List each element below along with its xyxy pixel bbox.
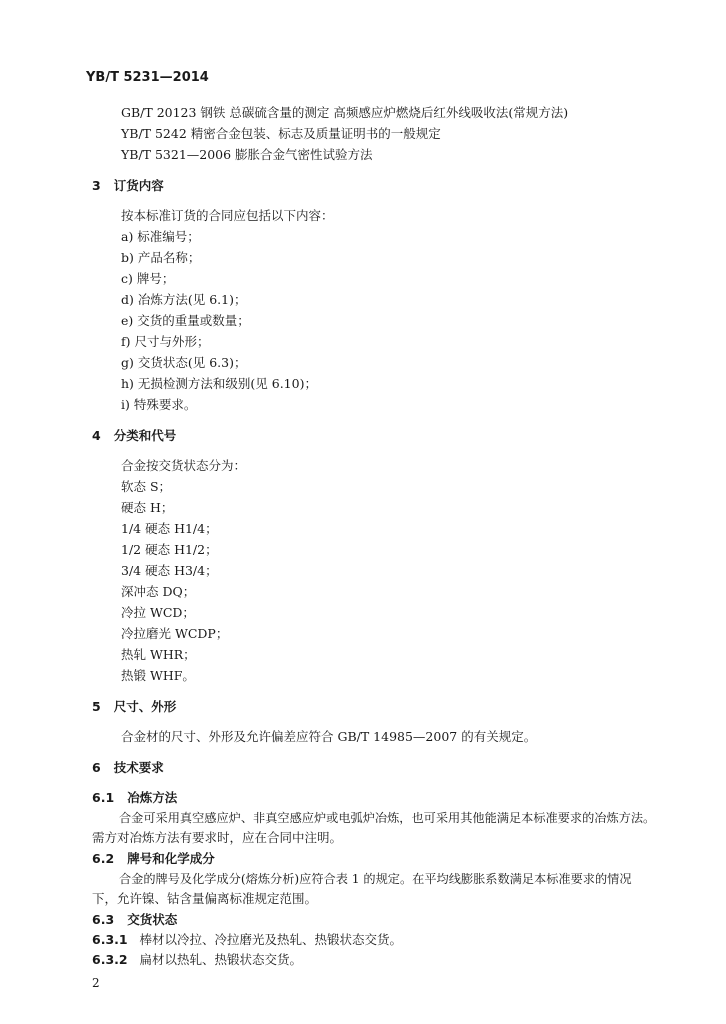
section-6-heading — [92, 760, 164, 776]
clause-text: 棒材以冷拉、冷拉磨光及热轧、热锻状态交货。 — [139, 932, 403, 947]
list-item: 冷拉 WCD； — [121, 605, 195, 620]
reference-item: YB/T 5321—2006 膨胀合金气密性试验方法 — [121, 147, 373, 162]
section-number: 3 — [92, 178, 101, 193]
reference-item: GB/T 20123 钢铁 总碳硫含量的测定 高频感应炉燃烧后红外线吸收法(常规方法) — [121, 105, 569, 120]
list-item: b) 产品名称； — [121, 250, 201, 265]
paragraph-line: 合金可采用真空感应炉、非真空感应炉或电弧炉冶炼，也可采用其他能满足本标准要求的冶炼方法。 — [119, 811, 656, 825]
paragraph-line: 合金的牌号及化学成分(熔炼分析)应符合表 1 的规定。在平均线膨胀系数满足本标准要求的情况 — [119, 872, 632, 886]
subsection-6-1-heading — [92, 790, 177, 806]
section-3-heading — [92, 178, 164, 194]
clause-6-3-1 — [92, 932, 402, 948]
list-item: d) 冶炼方法(见 6.1)； — [121, 292, 247, 307]
list-item: 热锻 WHF。 — [121, 668, 195, 683]
section-number: 6 — [92, 760, 101, 775]
section-5-text: 合金材的尺寸、外形及允许偏差应符合 GB/T 14985—2007 的有关规定。 — [121, 729, 537, 744]
section-3-intro: 按本标准订货的合同应包括以下内容： — [121, 208, 334, 223]
list-item: 深冲态 DQ； — [121, 584, 196, 599]
clause-number: 6.3.1 — [92, 932, 128, 947]
page-number: 2 — [92, 976, 100, 990]
subsection-6-2-heading — [92, 851, 215, 867]
section-number: 4 — [92, 428, 101, 443]
list-item: 硬态 H； — [121, 500, 174, 515]
section-4-heading — [92, 428, 176, 444]
list-item: g) 交货状态(见 6.3)； — [121, 355, 247, 370]
list-item: 软态 S； — [121, 479, 172, 494]
subsection-title: 交货状态 — [127, 912, 178, 927]
standard-code-header: YB/T 5231—2014 — [86, 70, 209, 85]
paragraph-line: 需方对冶炼方法有要求时，应在合同中注明。 — [92, 830, 343, 845]
list-item: 1/2 硬态 H1/2； — [121, 542, 218, 557]
subsection-number: 6.3 — [92, 912, 115, 927]
section-4-intro: 合金按交货状态分为： — [121, 458, 247, 473]
paragraph-line: 下，允许镍、钴含量偏离标准规定范围。 — [92, 891, 318, 906]
list-item: i) 特殊要求。 — [121, 397, 197, 412]
subsection-number: 6.1 — [92, 790, 115, 805]
subsection-6-3-heading — [92, 912, 177, 928]
clause-number: 6.3.2 — [92, 952, 128, 967]
section-title: 分类和代号 — [113, 428, 177, 443]
section-5-heading — [92, 699, 176, 715]
list-item: f) 尺寸与外形； — [121, 334, 210, 349]
section-title: 订货内容 — [113, 178, 164, 193]
list-item: 冷拉磨光 WCDP； — [121, 626, 229, 641]
section-number: 5 — [92, 699, 101, 714]
subsection-number: 6.2 — [92, 851, 115, 866]
list-item: h) 无损检测方法和级别(见 6.10)； — [121, 376, 317, 391]
list-item: a) 标准编号； — [121, 229, 200, 244]
list-item: 热轧 WHR； — [121, 647, 196, 662]
section-title: 技术要求 — [113, 760, 164, 775]
clause-6-3-2 — [92, 952, 302, 968]
list-item: 3/4 硬态 H3/4； — [121, 563, 218, 578]
list-item: 1/4 硬态 H1/4； — [121, 521, 218, 536]
list-item: e) 交货的重量或数量； — [121, 313, 250, 328]
reference-item: YB/T 5242 精密合金包装、标志及质量证明书的一般规定 — [121, 126, 441, 141]
subsection-title: 冶炼方法 — [127, 790, 178, 805]
subsection-title: 牌号和化学成分 — [127, 851, 215, 866]
section-title: 尺寸、外形 — [113, 699, 177, 714]
list-item: c) 牌号； — [121, 271, 175, 286]
clause-text: 扁材以热轧、热锻状态交货。 — [139, 952, 303, 967]
